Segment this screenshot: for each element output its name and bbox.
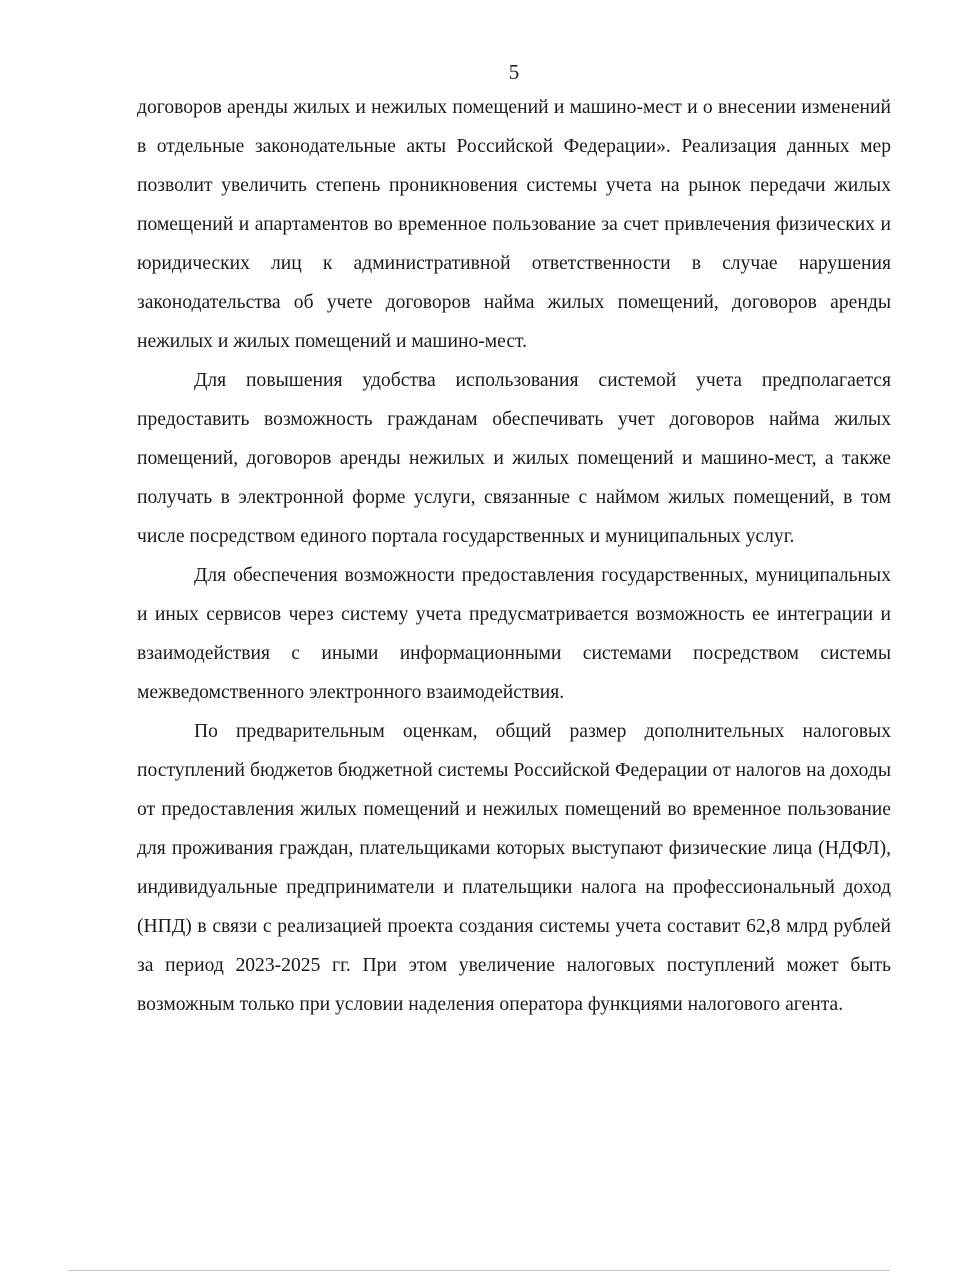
paragraph-integration: Для обеспечения возможности предоставления государственных, муниципальных и иных сервисов через систему учета предусматривается возможность ее интеграции и взаимодействия с иными информационными системами посредством системы межведомственного электронного взаимодействия. [137, 565, 891, 703]
page-number: 5 [508, 60, 520, 84]
paragraph-tax-estimate: По предварительным оценкам, общий размер дополнительных налоговых поступлений бюджетов бюджетной системы Российской Федерации от налогов на доходы от предоставления жилых помещений и нежилых помещений во временное пользование для проживания граждан, плательщиками которых выступают физические лица (НДФЛ), индивидуальные предприниматели и плательщики налога на профессиональный доход (НПД) в связи с реализацией проекта создания системы учета составит 62,8 млрд рублей за период 2023-2025 гг. При этом увеличение налоговых поступлений может быть возможным только при условии наделения оператора функциями налогового агента. [137, 721, 891, 1015]
paragraph-continuation: договоров аренды жилых и нежилых помещений и машино-мест и о внесении изменений в отдельные законодательные акты Российской Федерации». Реализация данных мер позволит увеличить степень проникновения системы учета на рынок передачи жилых помещений и апартаментов во временное пользование за счет привлечения физических и юридических лиц к административной ответственности в случае нарушения законодательства об учете договоров найма жилых помещений, договоров аренды нежилых и жилых помещений и машино-мест. [137, 97, 891, 352]
page-bottom-divider [68, 1270, 890, 1271]
paragraph-convenience: Для повышения удобства использования системой учета предполагается предоставить возможность гражданам обеспечивать учет договоров найма жилых помещений, договоров аренды нежилых и жилых помещений и машино-мест, а также получать в электронной форме услуги, связанные с наймом жилых помещений, в том числе посредством единого портала государственных и муниципальных услуг. [137, 370, 891, 547]
document-body [137, 88, 891, 1024]
